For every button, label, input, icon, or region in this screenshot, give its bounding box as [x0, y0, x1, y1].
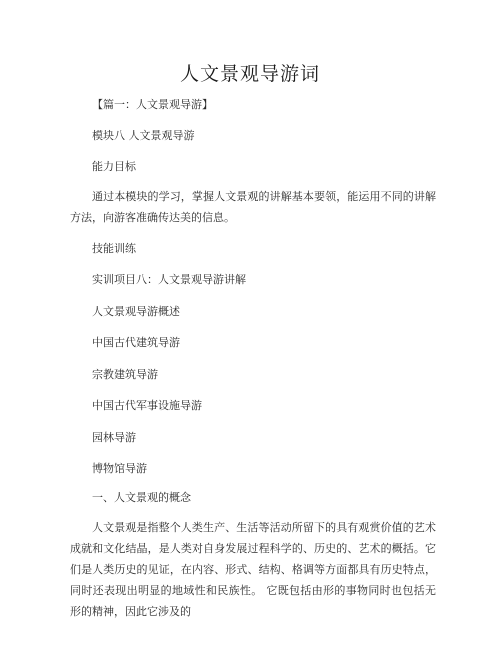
topic-item: 中国古代军事设施导游 — [92, 399, 202, 412]
module-heading: 模块八 人文景观导游 — [92, 129, 195, 142]
topic-item: 人文景观导游概述 — [92, 305, 180, 318]
skills-heading: 技能训练 — [92, 242, 136, 255]
section-tag: 【篇一：人文景观导游】 — [92, 98, 213, 111]
concept-paragraph: 人文景观是指整个人类生产、生活等活动所留下的具有观赏价值的艺术成就和文化结晶，是人类对自身发展过程科学的、历史的、艺术的概括。它们是人类历史的见证，在内容、形式、结构、格调等方面都具有历史特点，同时还表现出明显的地域性和民族性。 它既包括由形的事物同时也包括无形的精神，因此它涉及的 — [70, 521, 436, 618]
project-heading: 实训项目八：人文景观导游讲解 — [92, 273, 246, 286]
ability-heading: 能力目标 — [92, 160, 136, 173]
topic-item: 宗教建筑导游 — [92, 368, 158, 381]
document-title: 人文景观导游词 — [179, 63, 320, 85]
topic-item: 博物馆导游 — [92, 462, 147, 475]
topic-item: 园林导游 — [92, 431, 136, 444]
ability-paragraph: 通过本模块的学习，掌握人文景观的讲解基本要领，能运用不同的讲解方法，向游客准确传达美的信息。 — [70, 190, 436, 224]
topic-item: 中国古代建筑导游 — [92, 336, 180, 349]
concept-heading: 一、人文景观的概念 — [92, 491, 191, 504]
